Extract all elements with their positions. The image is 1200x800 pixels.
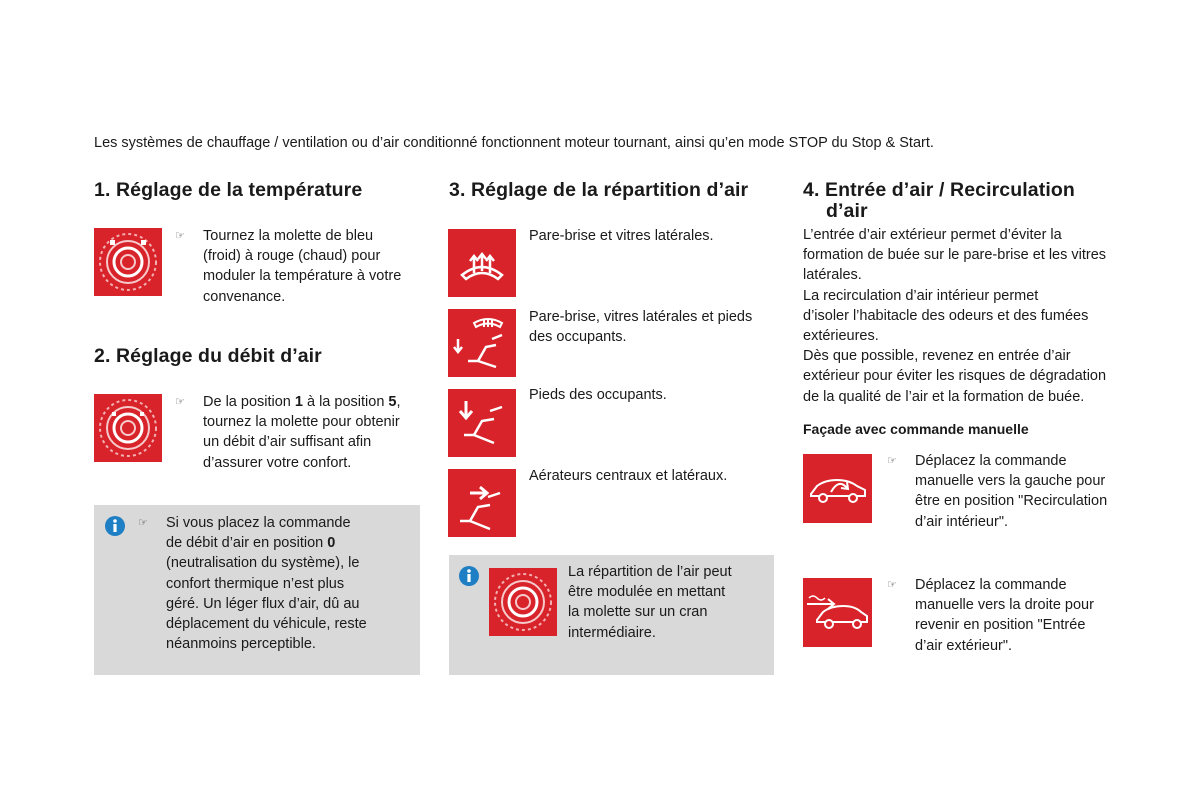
text-line: des occupants. [529,329,627,346]
subheading-manual-control: Façade avec commande manuelle [803,421,1029,437]
section-title-temperature: 1. Réglage de la température [94,179,363,201]
text-line: la molette sur un cran [568,604,708,621]
bullet-icon: ☞ [175,230,185,242]
temperature-instruction [175,226,425,307]
text-fragment: à la position [302,394,389,410]
title-line: 4. Entrée d’air / Recirculation [803,179,1075,201]
text-line: revenir en position "Entrée [915,617,1086,634]
text-line: La répartition de l’air peut [568,564,732,580]
text-fragment: , [396,394,401,410]
section-title-airflow: 2. Réglage du débit d’air [94,345,322,367]
text-line: être en position "Recirculation [915,493,1108,510]
text-line: intermédiaire. [568,624,656,641]
text-line: déplacement du véhicule, reste [166,616,367,633]
text-line: d’air intérieur". [915,513,1008,530]
info-text [568,562,768,643]
info-icon [104,515,126,537]
face-vents-icon [448,469,516,537]
text-line: extérieur pour éviter les risques de dégradation [803,368,1107,385]
text-line: Dès que possible, revenez en entrée d’air [803,348,1071,365]
outside-air-intake-icon [803,578,872,647]
text-fragment: De la position [203,394,295,410]
text-line: (neutralisation du système), le [166,555,360,572]
feet-airflow-icon [448,389,516,457]
text-line: manuelle vers la droite pour [915,597,1094,614]
text-line: d’air extérieur". [915,637,1013,654]
air-intake-body [803,225,1143,407]
distribution-text-4: Aérateurs centraux et latéraux. [529,468,728,484]
distribution-text-3: Pieds des occupants. [529,387,667,403]
text-line: manuelle vers la gauche pour [915,473,1106,490]
text-line: de la qualité de l’air et la formation de buée. [803,388,1085,405]
section-title-air-intake [803,180,1123,222]
intro-text: Les systèmes de chauffage / ventilation ou d’air conditionné fonctionnent moteur tournant, ainsi qu’en mode STOP du Stop & Start. [94,135,934,151]
airflow-instruction [175,392,425,473]
title-line: d’air [826,200,868,222]
distribution-knob-icon [489,568,557,636]
recirculation-icon [803,454,872,523]
info-icon [458,565,480,587]
text-line: L’entrée d’air extérieur permet d’éviter la [803,227,1062,243]
distribution-text-2 [529,307,779,347]
text-line: géré. Un léger flux d’air, dû au [166,595,360,612]
text-fragment: de débit d’air en position [166,535,328,552]
windscreen-and-feet-icon [448,309,516,377]
bullet-icon: ☞ [138,517,148,529]
info-box-airflow [94,505,420,675]
text-line: d’assurer votre confort. [203,454,352,471]
text-line [203,392,425,412]
info-box-distribution [449,555,774,675]
text-line: d’isoler l’habitacle des odeurs et des fumées [803,307,1089,324]
position-number: 1 [294,394,303,410]
text-line: moduler la température à votre [203,268,402,285]
position-number: 0 [327,535,336,552]
text-line: Déplacez la commande [915,453,1067,469]
text-line: Pare-brise, vitres latérales et pieds [529,309,753,325]
info-text [166,513,416,654]
position-number: 5 [388,394,397,410]
text-line: Si vous placez la commande [166,515,351,531]
bullet-icon: ☞ [887,455,897,467]
outside-air-instruction [887,575,1147,656]
section-title-distribution: 3. Réglage de la répartition d’air [449,179,749,201]
text-line: confort thermique n’est plus [166,575,345,592]
text-line: Déplacez la commande [915,577,1067,593]
text-line [166,533,416,553]
recirculation-instruction [887,451,1147,532]
windscreen-demist-icon [448,229,516,297]
distribution-text-1: Pare-brise et vitres latérales. [529,228,714,244]
text-line: néanmoins perceptible. [166,636,316,653]
text-line: Tournez la molette de bleu [203,228,374,244]
temperature-knob-icon [94,228,162,296]
text-line: (froid) à rouge (chaud) pour [203,248,381,265]
airflow-knob-icon [94,394,162,462]
text-line: latérales. [803,267,862,284]
text-line: La recirculation d’air intérieur permet [803,287,1039,304]
text-line: tournez la molette pour obtenir [203,414,400,431]
text-line: formation de buée sur le pare-brise et les vitres [803,247,1107,264]
bullet-icon: ☞ [887,579,897,591]
text-line: extérieures. [803,328,879,345]
bullet-icon: ☞ [175,396,185,408]
text-line: être modulée en mettant [568,584,726,601]
text-line: convenance. [203,288,286,305]
text-line: un débit d’air suffisant afin [203,434,372,451]
